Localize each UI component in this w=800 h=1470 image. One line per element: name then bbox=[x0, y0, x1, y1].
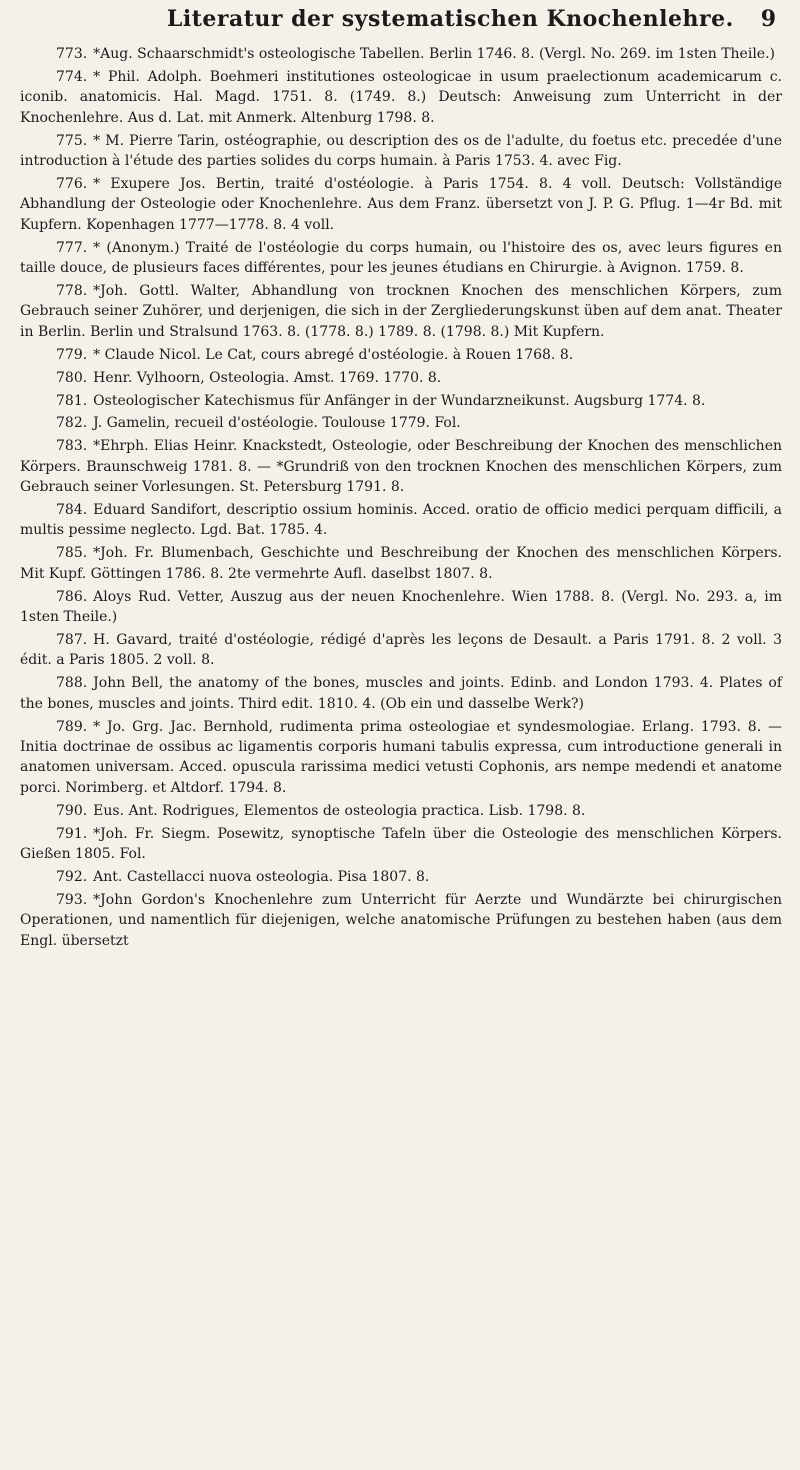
entry-text: *Aug. Schaarschmidt's osteologische Tabellen. Berlin 1746. 8. (Vergl. No. 269. im 1sten Theile.) bbox=[93, 46, 775, 62]
entry-text: Aloys Rud. Vetter, Auszug aus der neuen Knochenlehre. Wien 1788. 8. (Vergl. No. 293. a, im 1sten Theile.) bbox=[20, 588, 782, 626]
bibliography-entry bbox=[20, 391, 782, 411]
entry-number: 786. bbox=[56, 588, 88, 605]
entry-text: * M. Pierre Tarin, ostéographie, ou description des os de l'adulte, du foetus etc. precedée d'une introduction à l'étude des parties solides du corps humain. à Paris 1753. 4. avec Fig. bbox=[20, 132, 782, 170]
bibliography-entry bbox=[20, 436, 782, 497]
bibliography-entry bbox=[20, 801, 782, 821]
bibliography-entry bbox=[20, 500, 782, 541]
entry-number: 776. bbox=[56, 175, 88, 192]
page-number: 9 bbox=[760, 6, 776, 32]
entry-number: 790. bbox=[56, 802, 88, 819]
entry-text: Eus. Ant. Rodrigues, Elementos de osteologia practica. Lisb. 1798. 8. bbox=[93, 802, 586, 819]
bibliography-entry bbox=[20, 67, 782, 128]
entry-number: 781. bbox=[56, 392, 88, 409]
entry-text: *Joh. Fr. Siegm. Posewitz, synoptische Tafeln über die Osteologie des menschlichen Körpers. Gießen 1805. Fol. bbox=[20, 825, 782, 863]
entry-number: 783. bbox=[56, 438, 88, 455]
bibliography-entry bbox=[20, 717, 782, 799]
entry-text: * Exupere Jos. Bertin, traité d'ostéologie. à Paris 1754. 8. 4 voll. Deutsch: Vollständige Abhandlung der Osteologie oder Knochenlehre. Aus dem Franz. übersetzt von J. P. G. Pflug. 1—4r Bd. mit Kupfern. Kopenhagen 1777—1778. 8. 4 voll. bbox=[20, 175, 782, 233]
entry-number: 788. bbox=[56, 675, 88, 692]
bibliography-entry bbox=[20, 543, 782, 584]
entry-number: 787. bbox=[56, 631, 88, 648]
entry-number: 792. bbox=[56, 868, 88, 885]
entry-number: 785. bbox=[56, 545, 88, 562]
entry-text: J. Gamelin, recueil d'ostéologie. Toulouse 1779. Fol. bbox=[93, 415, 461, 432]
bibliography-entry bbox=[20, 587, 782, 628]
entry-number: 777. bbox=[56, 239, 88, 256]
entry-text: Ant. Castellacci nuova osteologia. Pisa 1807. 8. bbox=[93, 868, 430, 885]
entry-text: * Jo. Grg. Jac. Bernhold, rudimenta prima osteologiae et syndesmologiae. Erlang. 1793. 8. — Initia doctrinae de ossibus ac ligamentis corporis humani tabulis expressa, cum introductione generali in anatomen universam. Acced. opuscula rarissima medici vetusti Cophonis, ars nempe medendi et anatome porci. Norimberg. et Altdorf. 1794. 8. bbox=[20, 718, 782, 796]
bibliography-entry bbox=[20, 281, 782, 342]
running-head bbox=[20, 6, 782, 42]
entry-text: Osteologischer Katechismus für Anfänger in der Wundarzneikunst. Augsburg 1774. 8. bbox=[93, 392, 706, 409]
bibliography-entry bbox=[20, 413, 782, 433]
entry-number: 778. bbox=[56, 282, 88, 299]
entry-number: 773. bbox=[56, 46, 88, 62]
bibliography-entry bbox=[20, 673, 782, 714]
entry-number: 780. bbox=[56, 369, 88, 386]
bibliography-entry bbox=[20, 368, 782, 388]
bibliography-entry bbox=[20, 238, 782, 279]
entry-text: *Joh. Fr. Blumenbach, Geschichte und Beschreibung der Knochen des menschlichen Körpers. Mit Kupf. Göttingen 1786. 8. 2te vermehrte Aufl. daselbst 1807. 8. bbox=[20, 545, 782, 582]
bibliography-list bbox=[20, 44, 782, 951]
entry-text: John Bell, the anatomy of the bones, muscles and joints. Edinb. and London 1793. 4. Plates of the bones, muscles and joints. Third edit. 1810. 4. (Ob ein und dasselbe Werk?) bbox=[20, 675, 782, 712]
entry-text: * Claude Nicol. Le Cat, cours abregé d'ostéologie. à Rouen 1768. 8. bbox=[93, 346, 574, 363]
bibliography-entry bbox=[20, 174, 782, 235]
entry-text: H. Gavard, traité d'ostéologie, rédigé d'après les leçons de Desault. a Paris 1791. 8. 2 voll. 3 édit. a Paris 1805. 2 voll. 8. bbox=[20, 631, 782, 669]
entry-number: 793. bbox=[56, 891, 88, 908]
entry-number: 784. bbox=[56, 502, 88, 519]
entry-number: 791. bbox=[56, 825, 88, 842]
bibliography-entry bbox=[20, 867, 782, 887]
bibliography-entry bbox=[20, 890, 782, 951]
bibliography-entry bbox=[20, 630, 782, 671]
entry-number: 782. bbox=[56, 415, 88, 432]
entry-number: 789. bbox=[56, 718, 88, 735]
entry-text: *Ehrph. Elias Heinr. Knackstedt, Osteologie, oder Beschreibung der Knochen des menschlichen Körpers. Braunschweig 1781. 8. — *Grundriß von den trocknen Knochen des menschlichen Körpers, zum Gebrauch seiner Vorlesungen. St. Petersburg 1791. 8. bbox=[20, 438, 782, 496]
entry-text: Henr. Vylhoorn, Osteologia. Amst. 1769. 1770. 8. bbox=[93, 369, 442, 386]
entry-text: * Phil. Adolph. Boehmeri institutiones osteologicae in usum praelectionum academicarum c. iconib. anatomicis. Hal. Magd. 1751. 8. (1749. 8.) Deutsch: Anweisung zum Unterricht in der Knochenlehre. Aus d. Lat. mit Anmerk. Altenburg 1798. 8. bbox=[20, 68, 782, 126]
entry-text: Eduard Sandifort, descriptio ossium hominis. Acced. oratio de officio medici perquam difficili, a multis pessime neglecto. Lgd. Bat. 1785. 4. bbox=[20, 502, 782, 539]
entry-text: * (Anonym.) Traité de l'ostéologie du corps humain, ou l'histoire des os, avec leurs figures en taille douce, de plusieurs faces différentes, pour les jeunes étudians en Chirurgie. à Avignon. 1759. 8. bbox=[20, 239, 782, 277]
bibliography-entry bbox=[20, 44, 782, 64]
entry-number: 775. bbox=[56, 132, 88, 149]
bibliography-entry bbox=[20, 345, 782, 365]
entry-number: 774. bbox=[56, 68, 88, 85]
page-title: Literatur der systematischen Knochenlehre. bbox=[166, 6, 734, 32]
entry-text: *John Gordon's Knochenlehre zum Unterricht für Aerzte und Wundärzte bei chirurgischen Operationen, und namentlich für diejenigen, welche anatomische Prüfungen zu bestehen haben (aus dem Engl. übersetzt bbox=[20, 891, 782, 949]
entry-text: *Joh. Gottl. Walter, Abhandlung von trocknen Knochen des menschlichen Körpers, zum Gebrauch seiner Zuhörer, und derjenigen, die sich in der Zergliederungskunst üben auf dem anat. Theater in Berlin. Berlin und Stralsund 1763. 8. (1778. 8.) 1789. 8. (1798. 8.) Mit Kupfern. bbox=[20, 282, 782, 340]
bibliography-entry bbox=[20, 824, 782, 865]
entry-number: 779. bbox=[56, 346, 88, 363]
bibliography-entry bbox=[20, 131, 782, 172]
